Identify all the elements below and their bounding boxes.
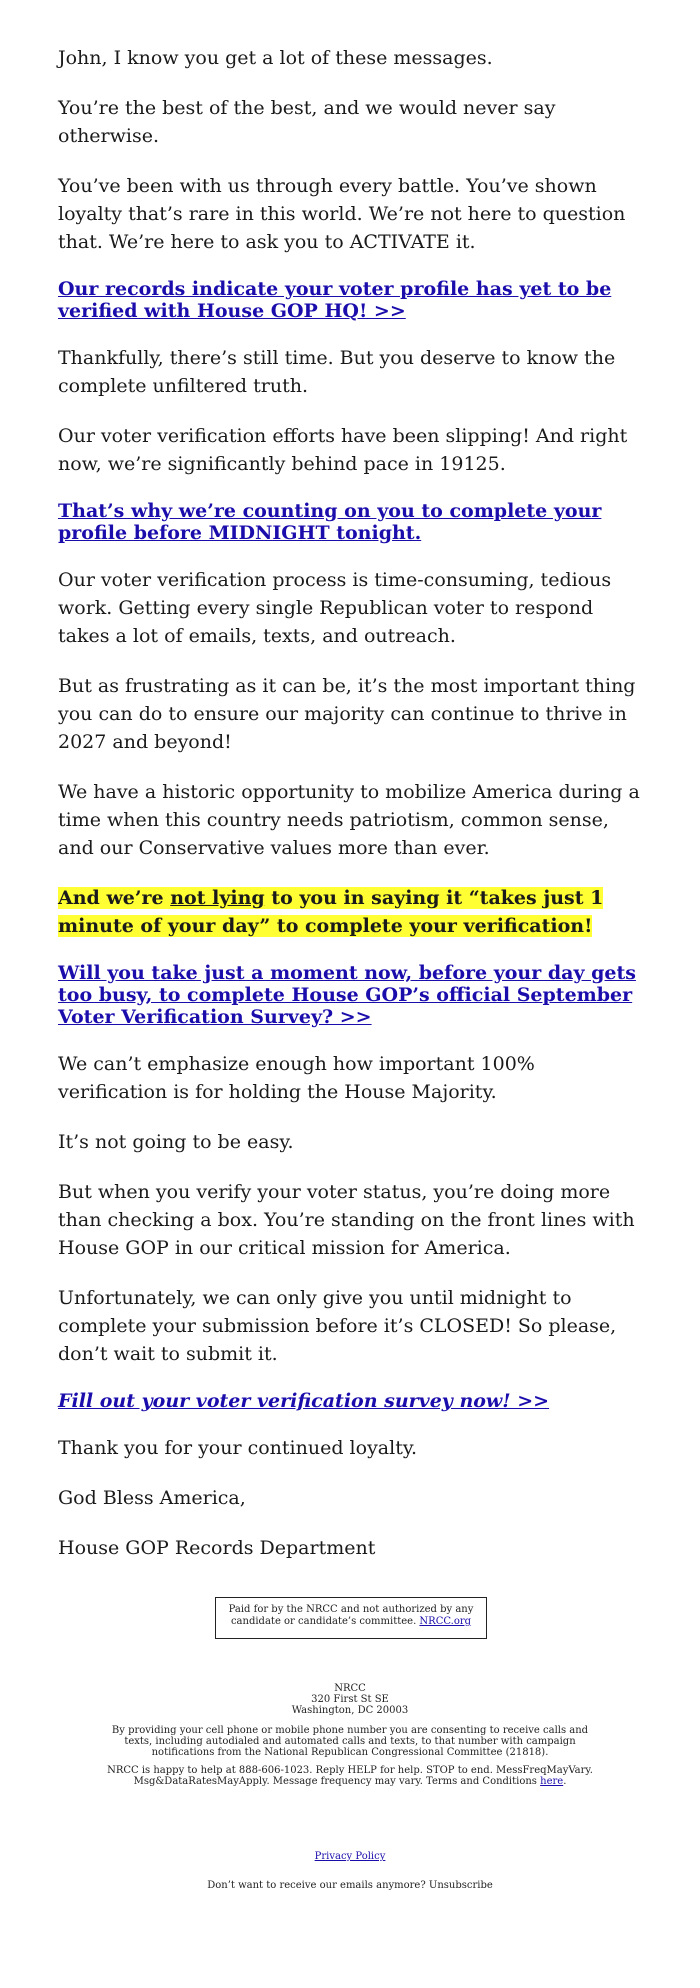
survey-link[interactable]: Will you take just a moment now, before your day gets too busy, to complete House GOP’s official September Voter Verification Survey? >>: [58, 962, 636, 1028]
street: 320 First St SE: [311, 1694, 389, 1705]
complete-profile-link[interactable]: That’s why we’re counting on you to complete your profile before MIDNIGHT tonight.: [58, 500, 602, 544]
verify-profile-link[interactable]: Our records indicate your voter profile has yet to be verified with House GOP HQ! >>: [58, 278, 612, 322]
email-body: [58, 44, 650, 1584]
paid-for-disclaimer: Paid for by the NRCC and not authorized by any candidate or candidate’s committee. NRCC.org: [215, 1597, 487, 1639]
paragraph: Our voter verification efforts have been slipping! And right now, we’re significantly behind pace in 19125.: [58, 425, 628, 475]
org-name: NRCC: [334, 1683, 366, 1694]
signature: House GOP Records Department: [58, 1537, 376, 1559]
paragraph: Thankfully, there’s still time. But you deserve to know the complete unfiltered truth.: [58, 347, 616, 397]
privacy-wrapper: [98, 1851, 602, 1862]
privacy-policy-link[interactable]: Privacy Policy: [314, 1851, 386, 1862]
highlight-text: And we’re not lying to you in saying it “takes just 1 minute of your day” to complete your verification!: [58, 887, 604, 937]
paragraph: But when you verify your voter status, you’re doing more than checking a box. You’re standing on the front lines with House GOP in our critical mission for America.: [58, 1181, 635, 1259]
help-text: NRCC is happy to help at 888-606-1023. Reply HELP for help. STOP to end. MessFreqMayVary. Msg&DataRatesMayApply. Message frequency may vary. Terms and Conditions here.: [107, 1765, 593, 1787]
unsubscribe-text[interactable]: Don’t want to receive our emails anymore? Unsubscribe: [207, 1880, 493, 1891]
city: Washington, DC 20003: [291, 1705, 409, 1716]
paragraph: God Bless America,: [58, 1487, 246, 1509]
paragraph: But as frustrating as it can be, it’s the most important thing you can do to ensure our majority can continue to thrive in 2027 and beyond!: [58, 675, 636, 753]
paragraph: It’s not going to be easy.: [58, 1131, 294, 1153]
paragraph: Thank you for your continued loyalty.: [58, 1437, 418, 1459]
terms-link[interactable]: here: [540, 1776, 564, 1787]
paragraph: Unfortunately, we can only give you until midnight to complete your submission before it’s CLOSED! So please, don’t wait to submit it.: [58, 1287, 617, 1365]
paragraph: Our voter verification process is time-consuming, tedious work. Getting every single Republican voter to respond takes a lot of emails, texts, and outreach.: [58, 569, 612, 647]
consent-text: By providing your cell phone or mobile phone number you are consenting to receive calls and texts, including autodialed and automated calls and texts, to that number with campaign notifications from the National Republican Congressional Committee (21818).: [111, 1725, 589, 1758]
fill-survey-link[interactable]: Fill out your voter verification survey now! >>: [58, 1390, 550, 1412]
paragraph-greeting: John, I know you get a lot of these messages.: [58, 47, 493, 69]
highlighted-paragraph: [58, 884, 650, 940]
nrcc-link[interactable]: NRCC.org: [419, 1616, 472, 1627]
footer-address: [98, 1683, 602, 1716]
paragraph: We have a historic opportunity to mobilize America during a time when this country needs patriotism, common sense, and our Conservative values more than ever.: [58, 781, 640, 859]
paragraph: We can’t emphasize enough how important 100% verification is for holding the House Majority.: [58, 1053, 535, 1103]
paragraph: You’ve been with us through every battle. You’ve shown loyalty that’s rare in this world. We’re not here to question that. We’re here to ask you to ACTIVATE it.: [58, 175, 626, 253]
paragraph: You’re the best of the best, and we would never say otherwise.: [58, 97, 556, 147]
